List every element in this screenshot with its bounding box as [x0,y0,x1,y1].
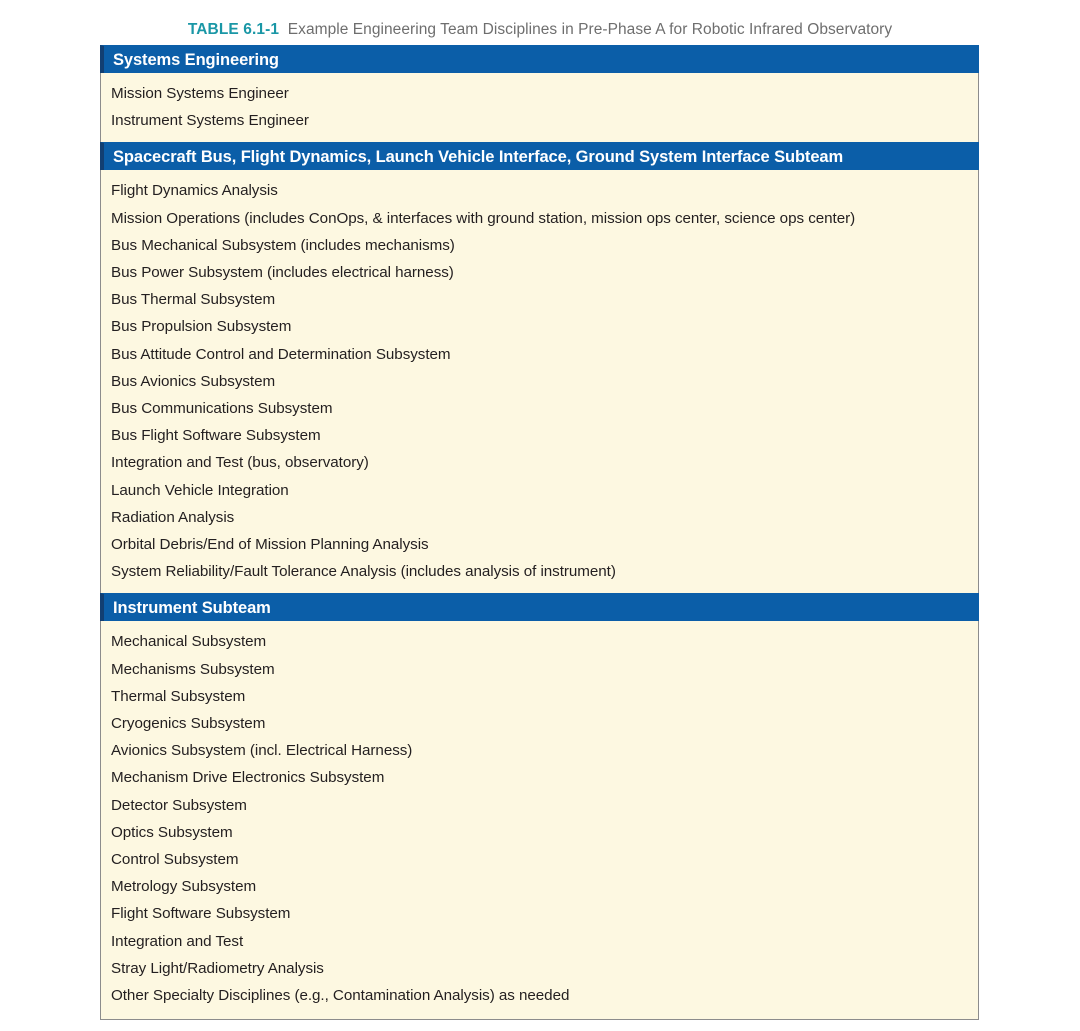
section-body [100,73,979,142]
table-row: Radiation Analysis [111,508,235,526]
table-row: Avionics Subsystem (incl. Electrical Harness) [111,742,413,760]
table-caption [0,21,1080,39]
table-caption-text: Example Engineering Team Disciplines in Pre-Phase A for Robotic Infrared Observatory [287,21,893,38]
table-row: Bus Attitude Control and Determination Subsystem [111,345,451,363]
table-section [100,142,979,593]
table-row: Bus Power Subsystem (includes electrical harness) [111,264,454,282]
table-row: Detector Subsystem [111,796,247,814]
table-row: Mission Systems Engineer [111,85,289,102]
table-row: Bus Communications Subsystem [111,400,333,418]
table-row: Bus Thermal Subsystem [111,291,276,309]
table-caption-label: TABLE 6.1-1 [187,21,280,38]
table-row: Flight Dynamics Analysis [111,182,278,200]
table-row: Stray Light/Radiometry Analysis [111,959,324,977]
table-row: Bus Propulsion Subsystem [111,318,292,336]
table-row: Flight Software Subsystem [111,905,291,923]
table-row: Metrology Subsystem [111,878,257,896]
disciplines-table [100,45,979,1020]
table-row: Integration and Test (bus, observatory) [111,454,369,472]
section-header: Spacecraft Bus, Flight Dynamics, Launch Vehicle Interface, Ground System Interface Subteam [100,142,979,170]
table-row: System Reliability/Fault Tolerance Analysis (includes analysis of instrument) [111,563,616,581]
table-row: Bus Mechanical Subsystem (includes mechanisms) [111,236,455,254]
table-row: Optics Subsystem [111,823,233,841]
table-row: Bus Avionics Subsystem [111,372,276,390]
table-section [100,45,979,142]
section-body [100,621,979,1020]
table-row: Orbital Debris/End of Mission Planning Analysis [111,536,429,554]
table-row: Other Specialty Disciplines (e.g., Contamination Analysis) as needed [111,987,570,1005]
table-row: Mission Operations (includes ConOps, & interfaces with ground station, mission ops center, science ops center) [111,209,856,227]
table-row: Mechanism Drive Electronics Subsystem [111,769,385,787]
table-caption-spacer [279,21,288,38]
table-row: Integration and Test [111,932,244,950]
table-row: Bus Flight Software Subsystem [111,427,321,445]
table-section [100,593,979,1020]
table-row: Mechanisms Subsystem [111,660,275,678]
table-row: Thermal Subsystem [111,687,246,705]
table-row: Launch Vehicle Integration [111,481,289,499]
table-row: Mechanical Subsystem [111,633,267,651]
table-row: Cryogenics Subsystem [111,715,266,733]
section-body [100,170,979,593]
section-header: Systems Engineering [100,45,979,73]
section-header: Instrument Subteam [100,593,979,621]
table-row: Control Subsystem [111,851,239,869]
table-row: Instrument Systems Engineer [111,112,309,130]
